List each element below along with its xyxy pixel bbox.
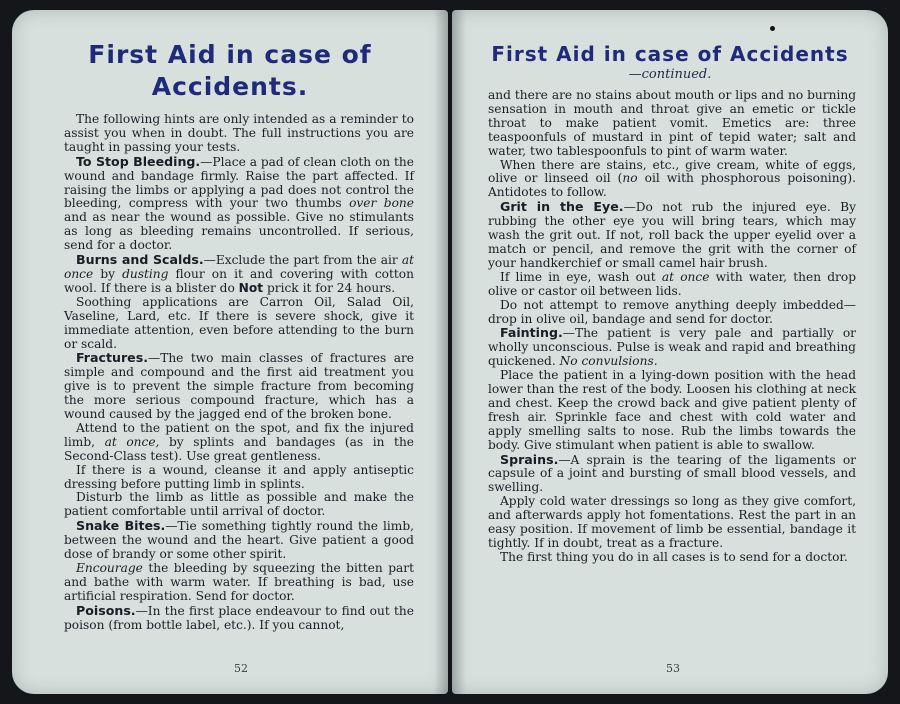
right-page bbox=[452, 10, 888, 694]
burns-paragraph bbox=[64, 253, 414, 296]
body-text: the bleeding by squeezing the bitten part and bathe with warm water. If breathing is bad, use artificial respiration. Send for doctor. bbox=[64, 561, 414, 603]
left-page-body bbox=[64, 113, 414, 633]
body-text: —The patient is very pale and partially or wholly unconscious. Pulse is weak and rapid and breathing quickened. bbox=[488, 326, 856, 369]
page-number: 52 bbox=[234, 662, 248, 675]
burns-paragraph-2: Soothing applications are Carron Oil, Salad Oil, Vaseline, Lard, etc. If there is severe shock, give it immediate attention, even before attending to the burn or scald. bbox=[64, 294, 414, 351]
italic-text: Encourage bbox=[76, 561, 143, 575]
fainting-paragraph bbox=[488, 326, 856, 369]
body-text: prick it for 24 hours. bbox=[263, 280, 396, 295]
right-page-body bbox=[488, 89, 856, 565]
section-heading: Burns and Scalds. bbox=[76, 252, 204, 268]
page-title: First Aid in case of bbox=[88, 40, 372, 69]
stains-paragraph bbox=[488, 159, 856, 201]
fractures-paragraph bbox=[64, 351, 414, 422]
fainting-paragraph-2: Place the patient in a lying-down position with the head lower than the rest of the body. Loosen his clothing at neck and chest. Keep the crowd back and give patient plenty of fresh air. Sprinkle face and chest with cold water and apply smelling salts to nose. Rub the limbs towards the body. Give stimulant when patient is able to swallow. bbox=[488, 368, 856, 452]
section-heading: Poisons. bbox=[76, 602, 136, 618]
grit-paragraph bbox=[488, 200, 856, 271]
bold-text: Not bbox=[238, 280, 264, 295]
body-text: with water, then drop olive or castor oil between lids. bbox=[488, 269, 856, 298]
closing-paragraph: The first thing you do in all cases is to send for a doctor. bbox=[500, 549, 848, 564]
body-text: When there are stains, etc., give cream, white of eggs, olive or linseed oil ( bbox=[488, 157, 856, 186]
snake-paragraph bbox=[64, 519, 414, 562]
section-heading: To Stop Bleeding. bbox=[76, 153, 201, 169]
poisons-paragraph bbox=[64, 604, 414, 633]
continued-label: —continued. bbox=[628, 67, 712, 82]
page-title-line2: Accidents. bbox=[151, 72, 309, 101]
left-page bbox=[12, 10, 448, 694]
body-text: —In the first place endeavour to find out the poison (from bottle label, etc.). If you cannot, bbox=[64, 603, 414, 632]
continued-paragraph: and there are no stains about mouth or lips and no burning sensation in mouth and throat give an emetic or tickle throat to make patient vomit. Emetics are: three teaspoonfuls of mustard in pint of tepid water; salt and water, two tablespoonfuls to pint of warm water. bbox=[488, 88, 856, 158]
body-text: —The two main classes of fractures are simple and compound and the first aid treatment you give is to prevent the simple fracture from becoming the more serious compound fracture, which has a wound caused by the jagged end of the broken bone. bbox=[64, 351, 414, 422]
body-text: —A sprain is the tearing of the ligaments or capsule of a joint and bursting of small blood vessels, and swelling. bbox=[488, 452, 856, 495]
section-heading: Sprains. bbox=[500, 451, 559, 467]
body-text: Attend to the patient on the spot, and fix the injured limb, bbox=[64, 420, 414, 449]
grit-paragraph-3: Do not attempt to remove anything deeply imbedded—drop in olive oil, bandage and send for doctor. bbox=[488, 297, 856, 326]
page-number: 53 bbox=[666, 662, 680, 675]
bleeding-paragraph bbox=[64, 155, 414, 253]
body-text: —Tie something tightly round the limb, between the wound and the heart. Give patient a good dose of brandy or some other spirit. bbox=[64, 519, 414, 562]
fractures-paragraph-3: If there is a wound, cleanse it and apply antiseptic dressing before putting limb in splints. bbox=[64, 462, 414, 491]
italic-text: no bbox=[622, 171, 638, 186]
italic-text: No convulsions. bbox=[559, 354, 658, 369]
fractures-paragraph-2 bbox=[64, 422, 414, 464]
body-text: oil with phosphorous poisoning). Antidotes to follow. bbox=[488, 171, 856, 200]
section-heading: Snake Bites. bbox=[76, 518, 166, 534]
body-text: —Do not rub the injured eye. By rubbing the other eye you will bring tears, which may wash the grit out. If not, roll back the upper eyelid over a match or pencil, and remove the grit with the corner of your handkerchief or small camel hair brush. bbox=[488, 200, 856, 270]
body-text: by bbox=[93, 266, 123, 281]
fractures-paragraph-4: Disturb the limb as little as possible and make the patient comfortable until arrival of doctor. bbox=[64, 490, 414, 519]
italic-text: at once bbox=[661, 269, 710, 284]
italic-text: at once bbox=[64, 253, 414, 281]
body-text: —Place a pad of clean cloth on the wound and bandage firmly. Raise the part affected. If raising the limbs or applying a pad does not control the bleeding, compress with your two thumbs bbox=[64, 154, 414, 211]
italic-text: over bone bbox=[349, 196, 414, 211]
body-text: by splints and bandages (as in the Second-Class test). Use great gentleness. bbox=[64, 434, 415, 463]
body-text: flour on it and covering with cotton wool. If there is a blister do bbox=[64, 266, 414, 295]
section-heading: Fractures. bbox=[76, 350, 148, 366]
body-text: —Exclude the part from the air bbox=[203, 253, 402, 268]
body-text: If lime in eye, wash out bbox=[500, 269, 662, 284]
body-text: and as near the wound as possible. Give no stimulants as long as bleeding remains uncontrolled. If serious, send for a doctor. bbox=[64, 210, 414, 253]
sprains-paragraph-2: Apply cold water dressings so long as they give comfort, and afterwards apply hot fomentations. Rest the part in an easy position. If movement of limb be essential, bandage it tightly. If in doubt, treat as a fracture. bbox=[488, 494, 856, 550]
section-heading: Fainting. bbox=[500, 325, 563, 341]
sprains-paragraph bbox=[488, 453, 856, 496]
italic-text: at once, bbox=[104, 434, 160, 449]
snake-paragraph-2 bbox=[64, 562, 414, 604]
intro-paragraph: The following hints are only intended as a reminder to assist you when in doubt. The full instructions you are taught in passing your tests. bbox=[64, 112, 414, 154]
italic-text: dusting bbox=[122, 266, 169, 281]
section-heading: Grit in the Eye. bbox=[500, 199, 624, 215]
gutter-shadow bbox=[434, 10, 448, 694]
gutter-shadow bbox=[452, 10, 466, 694]
page-title: First Aid in case of Accidents bbox=[491, 42, 849, 66]
grit-paragraph-2 bbox=[488, 271, 856, 299]
ink-dot bbox=[770, 26, 775, 31]
